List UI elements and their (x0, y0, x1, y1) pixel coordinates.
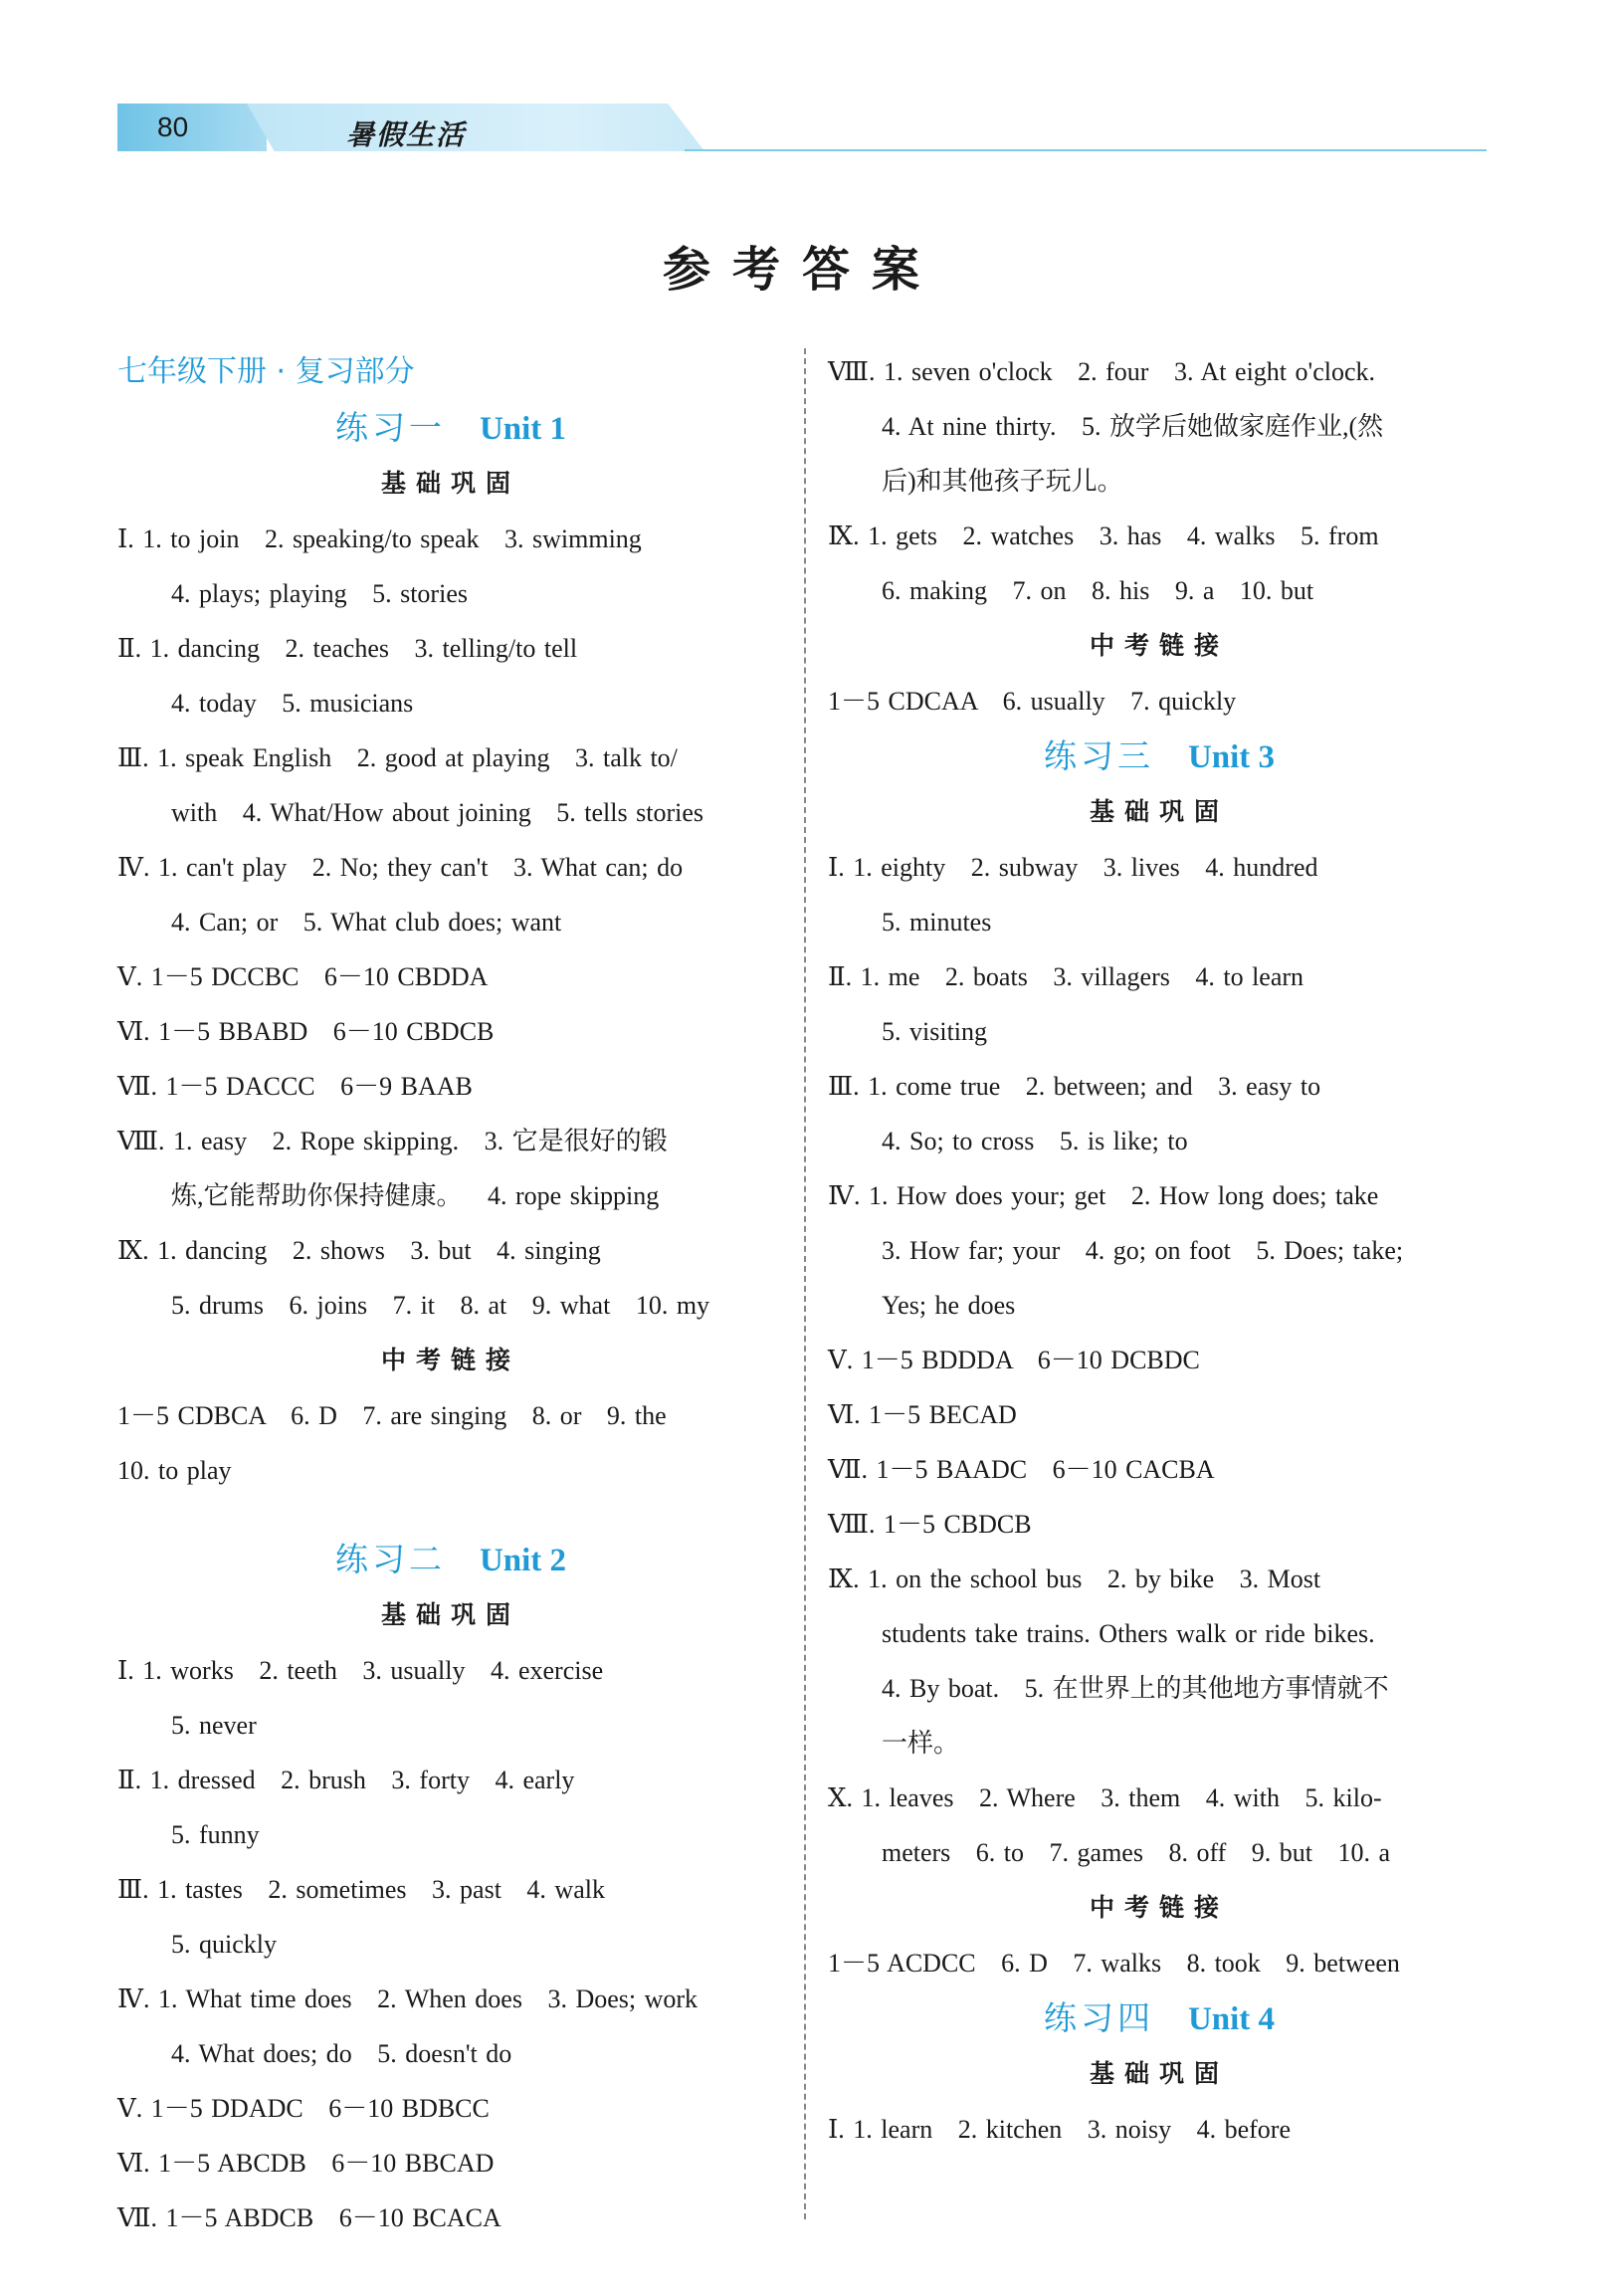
answer-line: Ⅱ. 1. dancing 2. teaches 3. telling/to tell (117, 634, 578, 663)
unit2-heading (117, 1532, 784, 1587)
answer-line: Ⅲ. 1. speak English 2. good at playing 3. talk to/ (117, 743, 678, 772)
answer-line: Ⅰ. 1. to join 2. speaking/to speak 3. swimming (117, 524, 642, 553)
page-number: 80 (157, 111, 189, 142)
unit2-exam-link-heading: 中考链接 (1089, 631, 1229, 660)
answer-line: 5. visiting (882, 1017, 988, 1046)
answer-line: 5. drums 6. joins 7. it 8. at 9. what 10. my (171, 1291, 710, 1320)
answer-line: 1－5 CDCAA 6. usually 7. quickly (828, 687, 1237, 716)
unit1-zh: 练习一 (334, 408, 446, 447)
answer-line: 4. What does; do 5. doesn't do (171, 2039, 512, 2068)
unit1-heading (117, 400, 784, 456)
unit3-zh: 练习三 (1043, 736, 1154, 775)
answer-line: Ⅸ. 1. on the school bus 2. by bike 3. Most (828, 1565, 1321, 1593)
unit1-subheading: 基础巩固 (380, 469, 520, 498)
unit3-exam-link-heading: 中考链接 (1089, 1893, 1229, 1922)
answer-line: 10. to play (117, 1456, 232, 1485)
answer-line: with 4. What/How about joining 5. tells stories (171, 798, 703, 827)
answer-line: Ⅲ. 1. come true 2. between; and 3. easy to (828, 1072, 1321, 1101)
answer-line: Ⅵ. 1－5 BECAD (828, 1400, 1017, 1429)
unit2-zh: 练习二 (334, 1540, 446, 1578)
answer-line: Ⅴ. 1－5 BDDDA 6－10 DCBDC (828, 1346, 1200, 1374)
answer-line: Ⅸ. 1. gets 2. watches 3. has 4. walks 5. from (828, 522, 1379, 550)
left-column (117, 344, 784, 2245)
answer-line: 1－5 ACDCC 6. D 7. walks 8. took 9. between (828, 1949, 1400, 1978)
unit1-en: Unit 1 (479, 411, 567, 447)
answer-line: 5. minutes (882, 908, 992, 937)
answer-line: Ⅸ. 1. dancing 2. shows 3. but 4. singing (117, 1236, 601, 1265)
unit3-en: Unit 3 (1187, 739, 1276, 775)
answer-line: 4. So; to cross 5. is like; to (882, 1127, 1188, 1155)
header-tab (247, 104, 704, 151)
answer-line: 后)和其他孩子玩儿。 (882, 467, 1123, 496)
page-number-box (117, 104, 267, 151)
answer-line: 4. Can; or 5. What club does; want (171, 908, 562, 937)
unit4-subheading: 基础巩固 (1089, 2059, 1229, 2088)
answer-line: Ⅶ. 1－5 DACCC 6－9 BAAB (117, 1072, 473, 1101)
answer-line: Ⅵ. 1－5 ABCDB 6－10 BBCAD (117, 2149, 495, 2178)
answer-line: Ⅶ. 1－5 ABDCB 6－10 BCACA (117, 2203, 501, 2232)
answer-line: Ⅱ. 1. me 2. boats 3. villagers 4. to learn (828, 962, 1304, 991)
answer-line: 6. making 7. on 8. his 9. a 10. but (882, 576, 1314, 605)
answer-line: 一样。 (882, 1729, 960, 1758)
header-title: 暑假生活 (346, 120, 467, 151)
unit3-subheading: 基础巩固 (1089, 797, 1229, 826)
answer-line: Ⅱ. 1. dressed 2. brush 3. forty 4. early (117, 1766, 575, 1794)
answer-line: Ⅴ. 1－5 DDADC 6－10 BDBCC (117, 2094, 490, 2123)
answer-line: Ⅳ. 1. can't play 2. No; they can't 3. What can; do (117, 853, 684, 882)
answer-line: Ⅰ. 1. works 2. teeth 3. usually 4. exercise (117, 1656, 604, 1685)
answer-line: Ⅴ. 1－5 DCCBC 6－10 CBDDA (117, 962, 489, 991)
unit2-subheading: 基础巩固 (380, 1600, 520, 1629)
header-rule (685, 149, 1487, 151)
unit1-exam-link-heading: 中考链接 (380, 1346, 520, 1374)
answer-line: 1－5 CDBCA 6. D 7. are singing 8. or 9. the (117, 1401, 667, 1430)
unit3-heading (828, 729, 1491, 784)
answer-line: meters 6. to 7. games 8. off 9. but 10. a (882, 1838, 1391, 1867)
section-heading: 七年级下册 · 复习部分 (117, 354, 415, 389)
unit4-en: Unit 4 (1187, 2001, 1276, 2037)
unit2-en: Unit 2 (479, 1543, 567, 1578)
answer-line: Ⅶ. 1－5 BAADC 6－10 CACBA (828, 1455, 1215, 1484)
answer-line: Ⅲ. 1. tastes 2. sometimes 3. past 4. walk (117, 1875, 605, 1904)
answer-line: 3. How far; your 4. go; on foot 5. Does; take; (882, 1236, 1404, 1265)
column-divider (804, 348, 806, 2219)
answer-line: 5. funny (171, 1820, 260, 1849)
right-column (828, 344, 1491, 2157)
answer-line: 5. never (171, 1711, 257, 1740)
unit4-heading (828, 1990, 1491, 2046)
answer-line: Ⅷ. 1. seven o'clock 2. four 3. At eight o'clock. (828, 357, 1375, 386)
answer-line: 炼,它能帮助你保持健康。 4. rope skipping (171, 1181, 660, 1210)
answer-line: Ⅷ. 1. easy 2. Rope skipping. 3. 它是很好的锻 (117, 1127, 668, 1155)
answer-line: Yes; he does (882, 1291, 1016, 1320)
answer-line: students take trains. Others walk or ride bikes. (882, 1619, 1375, 1648)
answer-line: 4. plays; playing 5. stories (171, 579, 468, 608)
answer-line: 4. By boat. 5. 在世界上的其他地方事情就不 (882, 1674, 1389, 1703)
unit4-zh: 练习四 (1043, 1998, 1154, 2037)
answer-line: Ⅰ. 1. learn 2. kitchen 3. noisy 4. before (828, 2115, 1291, 2144)
answer-line: 4. At nine thirty. 5. 放学后她做家庭作业,(然 (882, 412, 1384, 441)
answer-line: Ⅳ. 1. What time does 2. When does 3. Does; work (117, 1984, 699, 2013)
answer-line: 5. quickly (171, 1930, 277, 1959)
page-header (117, 104, 1487, 155)
answer-line: 4. today 5. musicians (171, 689, 414, 718)
answer-line: Ⅰ. 1. eighty 2. subway 3. lives 4. hundred (828, 853, 1318, 882)
answer-line: Ⅳ. 1. How does your; get 2. How long does; take (828, 1181, 1379, 1210)
answer-line: Ⅹ. 1. leaves 2. Where 3. them 4. with 5. kilo- (828, 1783, 1382, 1812)
page-title: 参考答案 (662, 242, 941, 298)
answer-line: Ⅵ. 1－5 BBABD 6－10 CBDCB (117, 1017, 495, 1046)
answer-line: Ⅷ. 1－5 CBDCB (828, 1510, 1032, 1539)
